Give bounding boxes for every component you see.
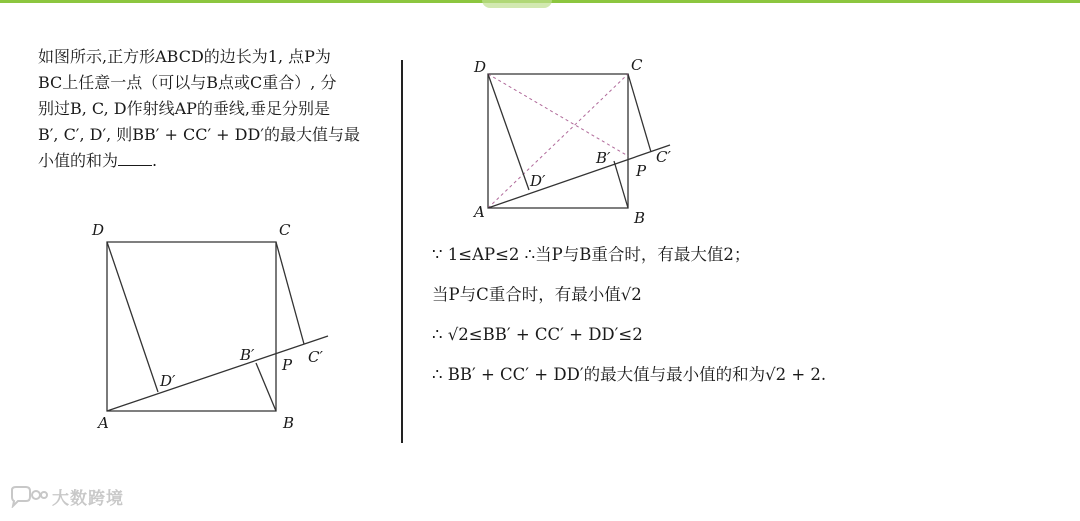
segment-cc1	[628, 74, 651, 152]
solution-line-4: ∴ BB′ + CC′ + DD′的最大值与最小值的和为√2 + 2.	[432, 365, 827, 384]
label-b: B	[283, 414, 295, 432]
segment-cc1	[276, 242, 304, 344]
diagonal-dc-dashed	[488, 74, 628, 156]
label-c-prime: C′	[656, 148, 671, 166]
segment-dd1	[488, 74, 529, 190]
figure-right	[470, 54, 700, 234]
diagonal-ac-dashed	[488, 74, 628, 208]
segment-bb1	[614, 161, 628, 208]
label-d: D	[92, 221, 105, 239]
label-d: D	[474, 58, 487, 76]
label-a: A	[98, 414, 109, 432]
label-c: C	[631, 56, 643, 74]
problem-line-5-text: 小值的和为	[38, 151, 119, 170]
solution-block	[432, 242, 1052, 402]
square-abcd	[107, 242, 276, 411]
label-d-prime: D′	[160, 372, 176, 390]
problem-line-2: BC上任意一点（可以与B点或C重合）, 分	[38, 73, 337, 92]
solution-line-2: 当P与C重合时，有最小值√2	[432, 285, 642, 304]
solution-line-3: ∴ √2≤BB′ + CC′ + DD′≤2	[432, 325, 643, 344]
solution-line-1: ∵ 1≤AP≤2 ∴当P与B重合时，有最大值2；	[432, 245, 751, 264]
label-d-prime: D′	[530, 172, 546, 190]
label-c-prime: C′	[308, 348, 323, 366]
segment-dd1	[107, 242, 158, 392]
chat-bubble-logo-icon	[8, 486, 48, 508]
label-a: A	[474, 203, 485, 221]
label-c: C	[279, 221, 291, 239]
label-b-prime: B′	[596, 149, 611, 167]
segment-bb1	[256, 363, 276, 411]
answer-blank	[118, 151, 152, 166]
problem-line-3: 别过B, C, D作射线AP的垂线,垂足分别是	[38, 99, 331, 118]
problem-line-5	[38, 148, 378, 174]
problem-ending: .	[152, 151, 158, 170]
top-tab-decoration	[482, 0, 552, 8]
ray-ap	[107, 336, 328, 411]
problem-statement	[38, 44, 378, 174]
watermark-text: 大数跨境	[52, 489, 124, 509]
watermark	[8, 484, 124, 509]
label-b: B	[634, 209, 646, 227]
figure-left	[90, 218, 340, 438]
problem-line-1: 如图所示,正方形ABCD的边长为1, 点P为	[38, 47, 331, 66]
label-p: P	[636, 162, 647, 180]
problem-line-4: B′, C′, D′, 则BB′ + CC′ + DD′的最大值与最	[38, 125, 360, 144]
vertical-divider	[401, 60, 403, 443]
label-p: P	[282, 356, 293, 374]
label-b-prime: B′	[240, 346, 255, 364]
